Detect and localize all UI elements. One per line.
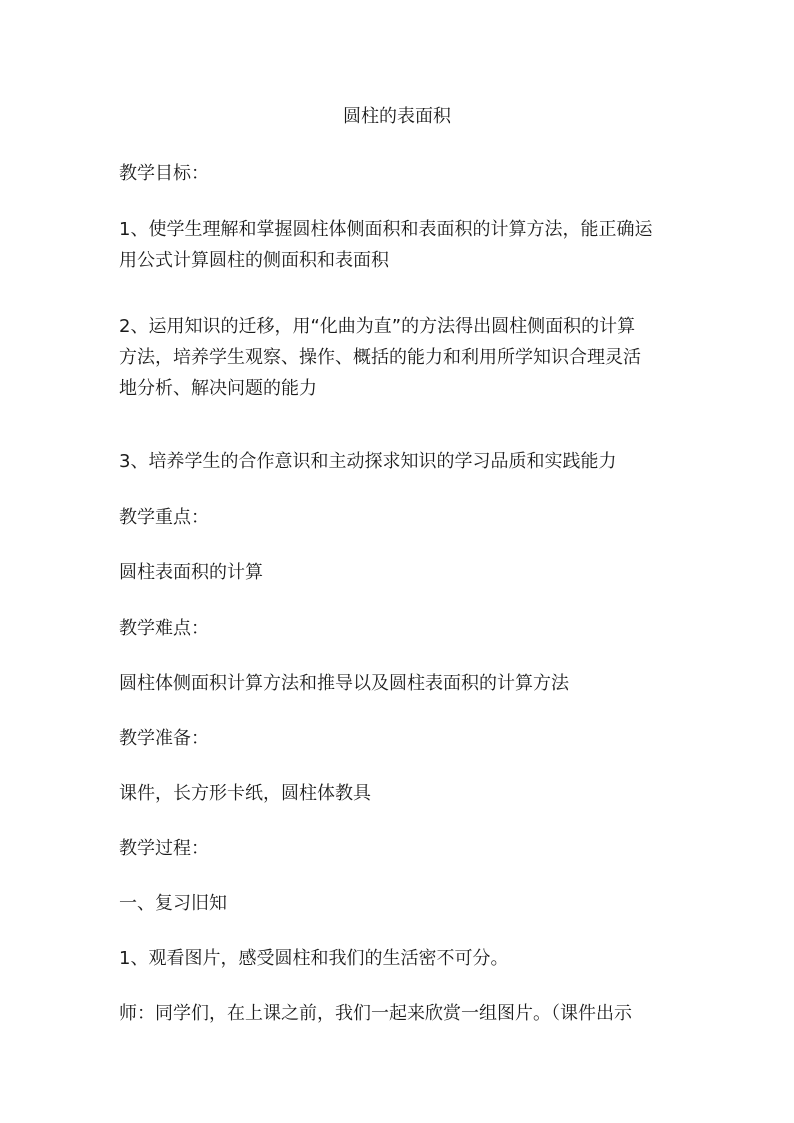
document-title: 圆柱的表面积 [343,106,451,127]
objective-2 [119,311,681,404]
heading-preparation [119,724,681,754]
text-line: 一、复习旧知 [119,893,227,914]
text-line: 方法，培养学生观察、操作、概括的能力和利用所学知识合理灵活 [119,347,641,368]
text-line: 圆柱表面积的计算 [119,562,263,583]
difficulties-text [119,669,681,699]
text-line: 圆柱体侧面积计算方法和推导以及圆柱表面积的计算方法 [119,673,569,694]
objective-3 [119,447,681,477]
text-line: 师：同学们，在上课之前，我们一起来欣赏一组图片。（课件出示 [119,1003,632,1024]
heading-key-points [119,503,681,533]
objective-1 [119,214,681,276]
section-review [119,889,681,919]
text-line: 教学过程： [119,838,209,859]
text-line: 地分析、解决问题的能力 [119,378,317,399]
text-line: 1、观看图片，感受圆柱和我们的生活密不可分。 [119,948,509,969]
text-line: 2、运用知识的迁移，用“化曲为直”的方法得出圆柱侧面积的计算 [119,316,636,337]
text-line: 课件，长方形卡纸，圆柱体教具 [119,783,371,804]
text-line: 教学难点： [119,618,209,639]
text-line: 教学重点： [119,507,209,528]
heading-difficulties [119,614,681,644]
text-line: 3、培养学生的合作意识和主动探求知识的学习品质和实践能力 [119,451,617,472]
text-line: 1、使学生理解和掌握圆柱体侧面积和表面积的计算方法，能正确运 [119,219,653,240]
text-line: 用公式计算圆柱的侧面积和表面积 [119,250,389,271]
heading-teaching-objectives [119,159,681,189]
preparation-text [119,779,681,809]
text-line: 教学准备： [119,728,209,749]
teacher-dialogue [119,999,681,1029]
key-points-text [119,558,681,588]
review-step-1 [119,944,681,974]
heading-process [119,834,681,864]
text-line: 教学目标： [119,163,209,184]
